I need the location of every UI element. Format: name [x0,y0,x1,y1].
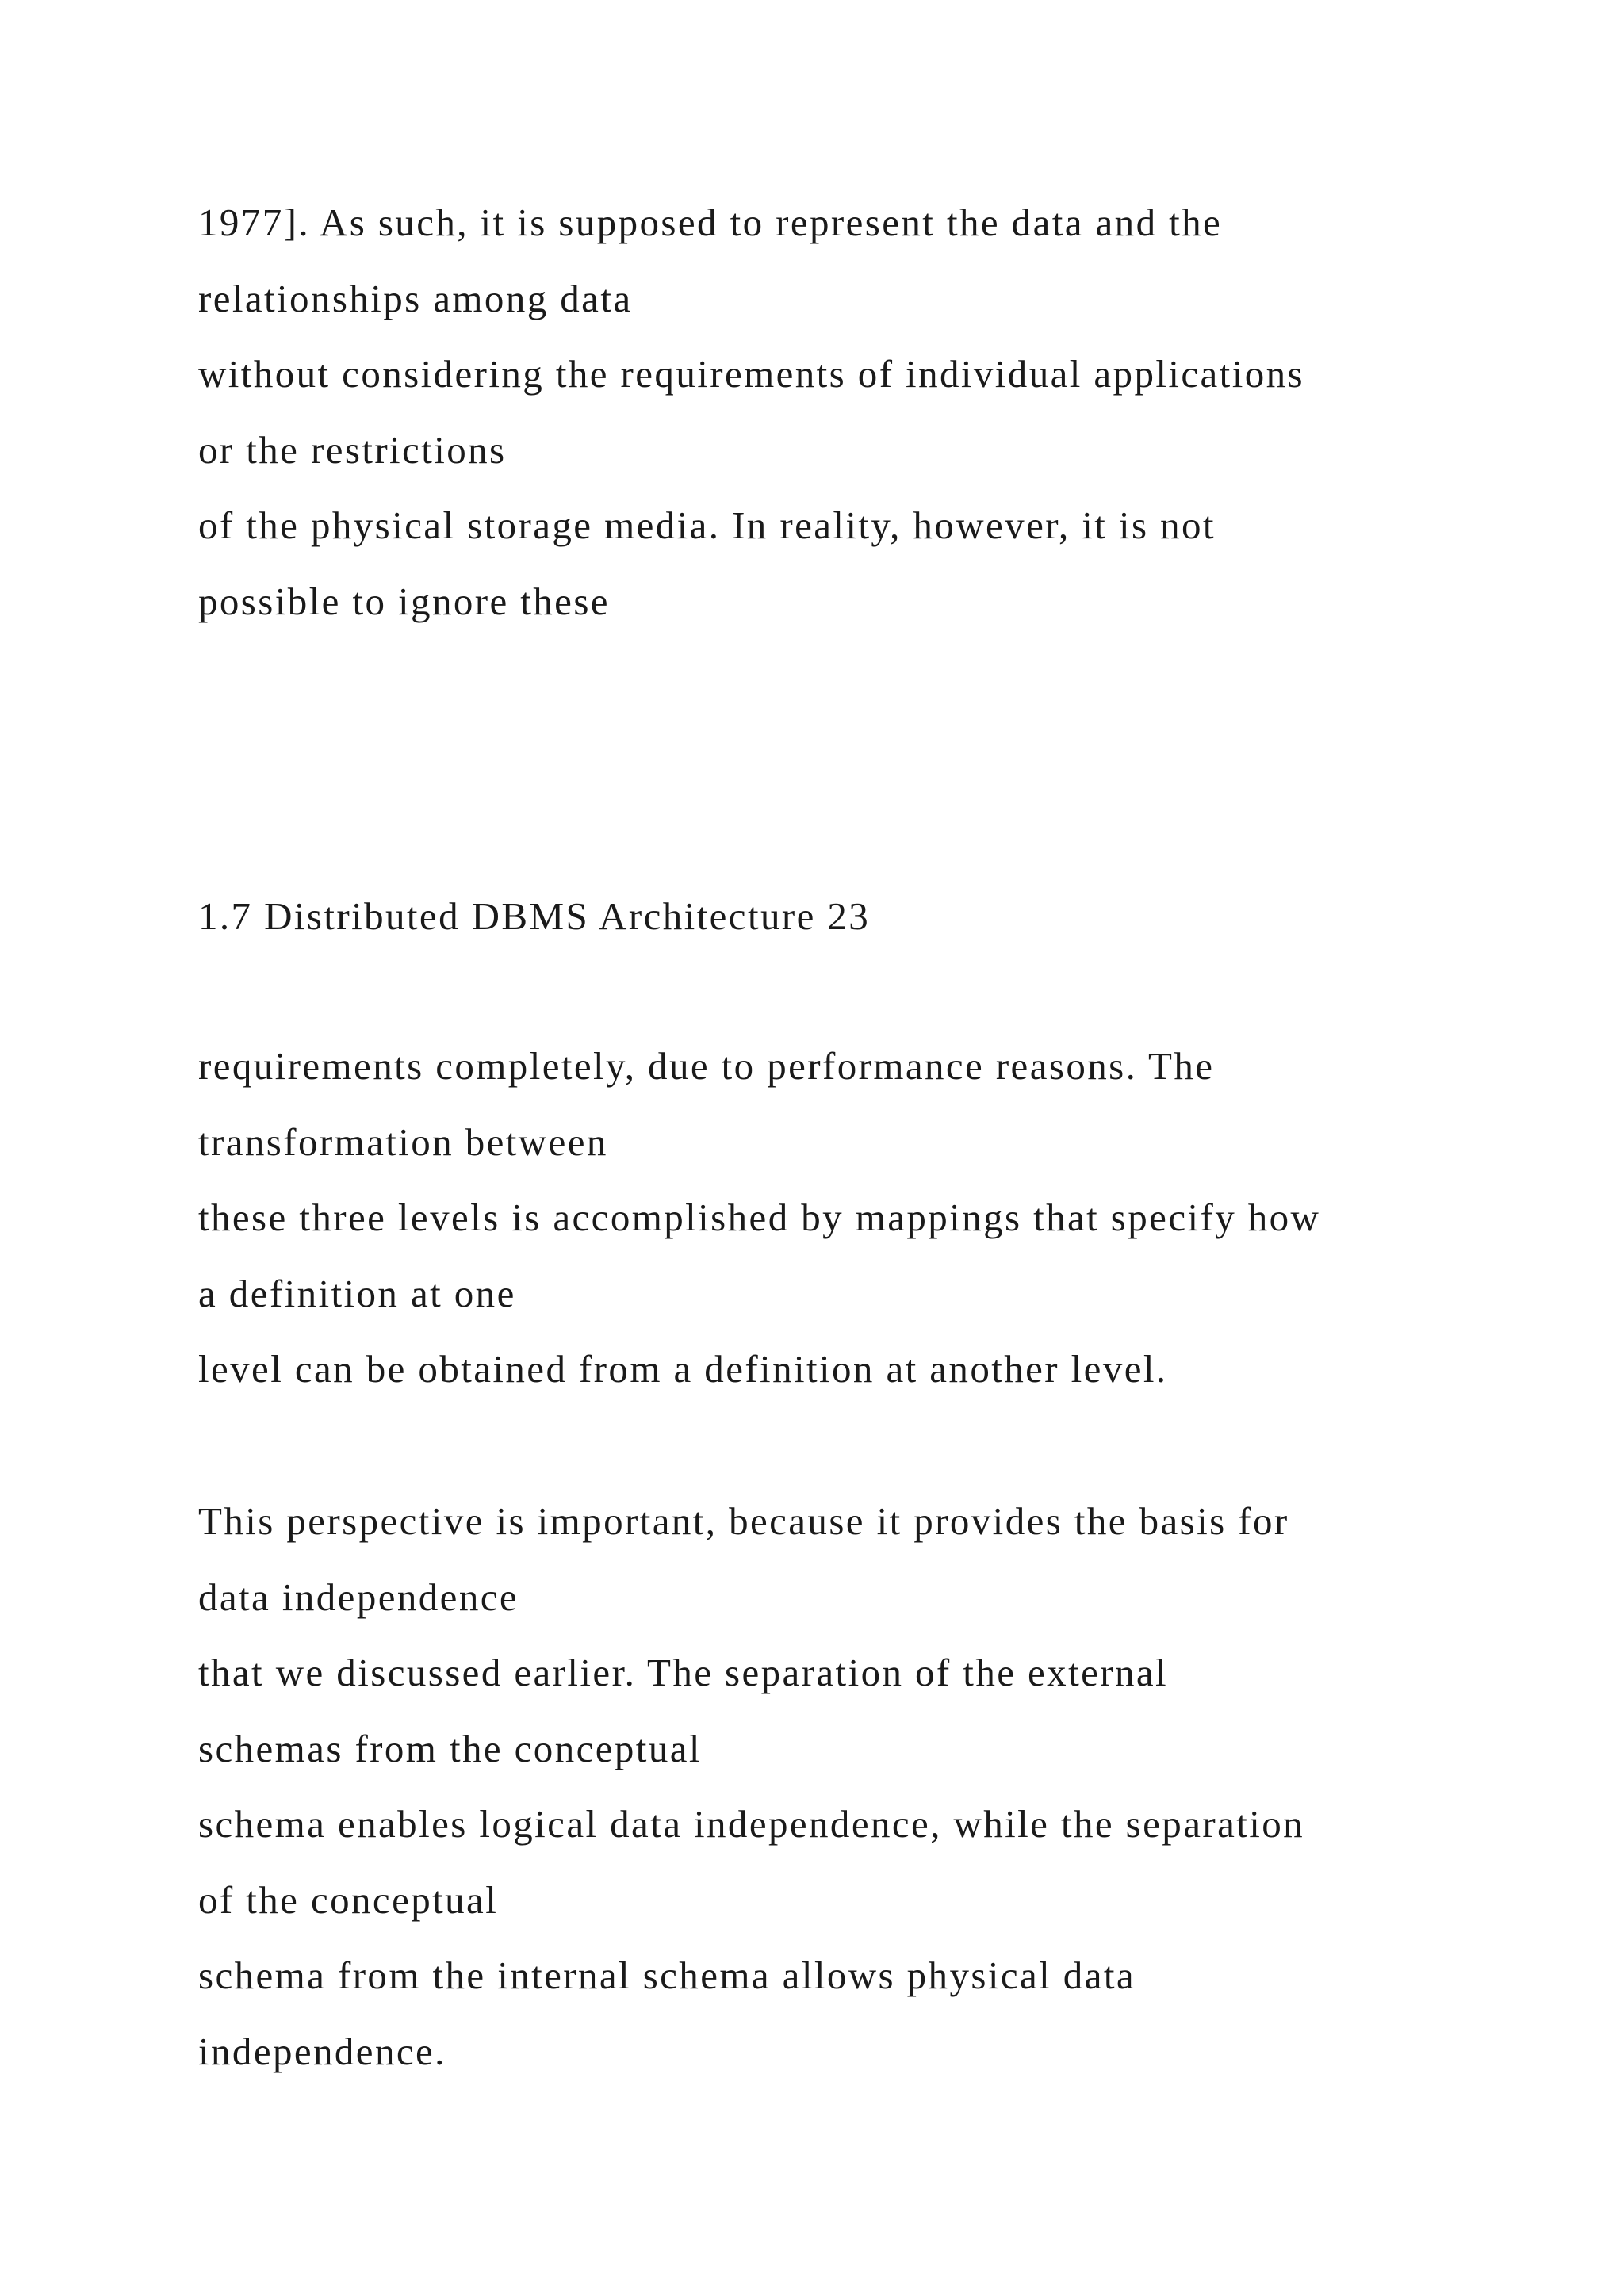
text-line: these three levels is accomplished by mappings that specify how [198,1196,1321,1239]
paragraph [198,1028,1546,1407]
text-line: transformation between [198,1119,608,1164]
text-line: schema enables logical data independence, while the separation [198,1802,1305,1846]
text-line: without considering the requirements of individual applications [198,352,1304,396]
text-line: a definition at one [198,1271,516,1315]
text-line: level can be obtained from a definition at another level. [198,1347,1168,1391]
section-heading-text: 1.7 Distributed DBMS Architecture 23 [198,894,871,938]
text-line: schemas from the conceptual [198,1726,702,1770]
text-line: or the restrictions [198,427,507,472]
text-line: requirements completely, due to performance reasons. The [198,1044,1215,1088]
text-line: independence. [198,2029,446,2073]
text-line: schema from the internal schema allows physical data [198,1954,1136,1997]
paragraph [198,185,1546,639]
text-line: that we discussed earlier. The separation of the external [198,1651,1169,1694]
text-line: of the conceptual [198,1877,499,1922]
section-heading [198,878,1546,955]
text-line: 1977]. As such, it is supposed to represent the data and the [198,201,1223,244]
text-line: of the physical storage media. In reality, however, it is not [198,503,1216,547]
text-line: possible to ignore these [198,579,610,623]
text-line: data independence [198,1575,519,1619]
text-line: relationships among data [198,276,633,320]
paragraph [198,1483,1546,2089]
text-line: This perspective is important, because it provides the basis for [198,1499,1289,1543]
